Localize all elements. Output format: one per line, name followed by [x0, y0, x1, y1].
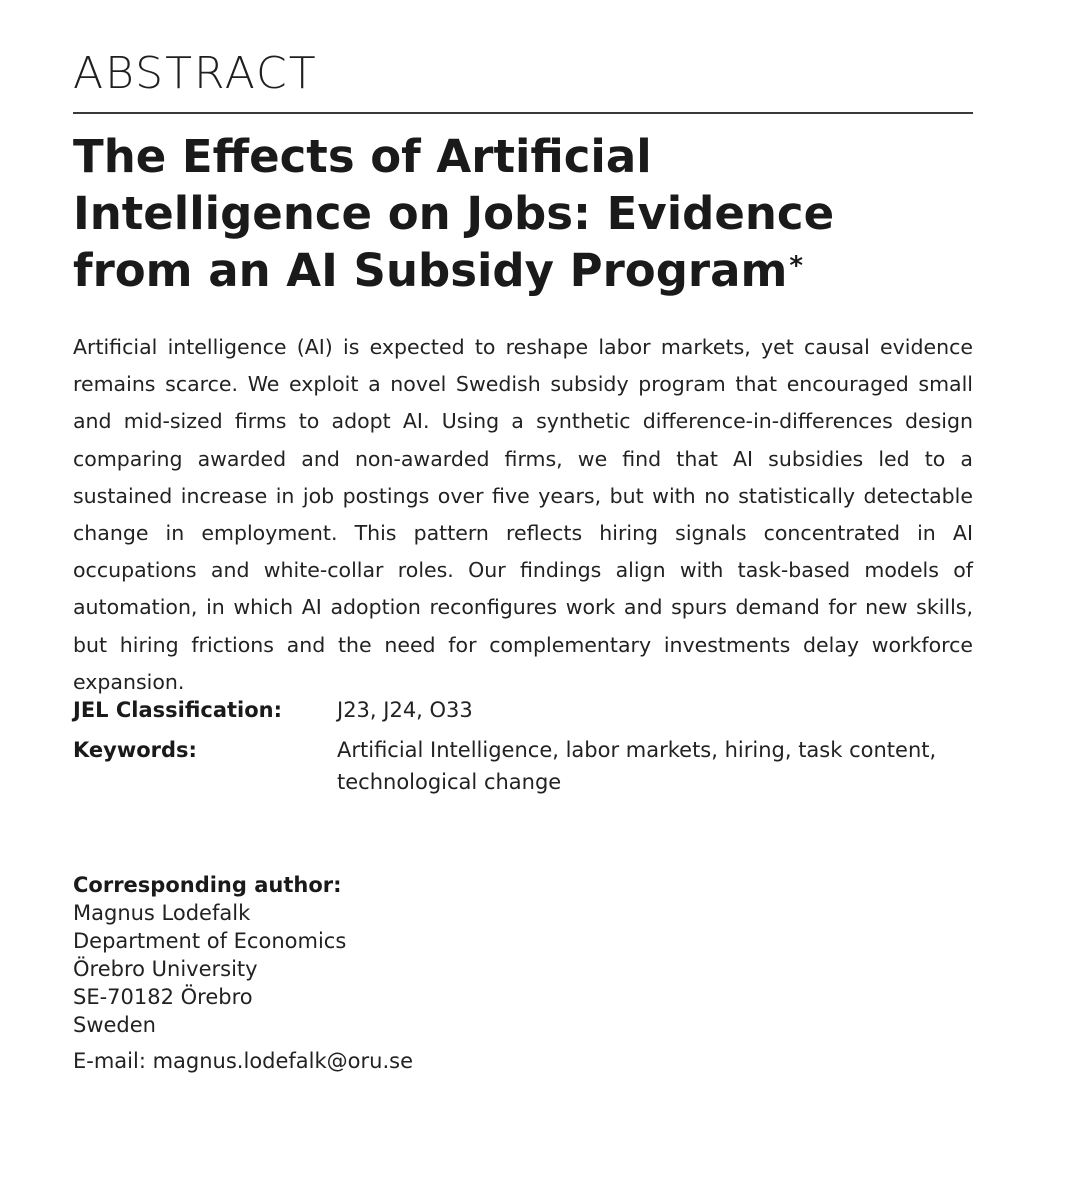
section-label: ABSTRACT: [73, 48, 318, 99]
author-country: Sweden: [73, 1013, 156, 1037]
abstract-text: Artificial intelligence (AI) is expected to reshape labor markets, yet causal evidence remains scarce. We exploit a novel Swedish subsidy program that encouraged small and mid-sized firms to adopt AI. Using a synthetic difference-in-differences design comparing awarded and non-awarded firms, we find that AI subsidies led to a sustained increase in job postings over five years, but with no statistically detectable change in employment. This pattern reflects hiring signals concentrated in AI occupations and white-collar roles. Our findings align with task-based models of automation, in which AI adoption reconfigures work and spurs demand for new skills, but hiring frictions and the need for complementary investments delay workforce expansion.: [73, 335, 973, 694]
author-label: Corresponding author:: [73, 873, 342, 897]
corresponding-author-block: [73, 871, 673, 1039]
paper-title: [73, 128, 933, 299]
jel-classification-row: [73, 694, 973, 726]
author-postal: SE-70182 Örebro: [73, 985, 253, 1009]
author-name: Magnus Lodefalk: [73, 901, 251, 925]
author-university: Örebro University: [73, 957, 258, 981]
title-divider: [73, 112, 973, 114]
author-email[interactable]: E-mail: magnus.lodefalk@oru.se: [73, 1049, 413, 1073]
author-department: Department of Economics: [73, 929, 347, 953]
title-footnote-mark: *: [789, 251, 803, 281]
keywords-label: Keywords:: [73, 738, 197, 762]
jel-value: J23, J24, O33: [337, 698, 473, 722]
keywords-row: [73, 734, 973, 798]
jel-label: JEL Classification:: [73, 698, 283, 722]
paper-title-text: The Effects of Artificial Intelligence on Jobs: Evidence from an AI Subsidy Program: [73, 130, 835, 297]
keywords-value: Artificial Intelligence, labor markets, hiring, task content, technological change: [337, 738, 937, 794]
